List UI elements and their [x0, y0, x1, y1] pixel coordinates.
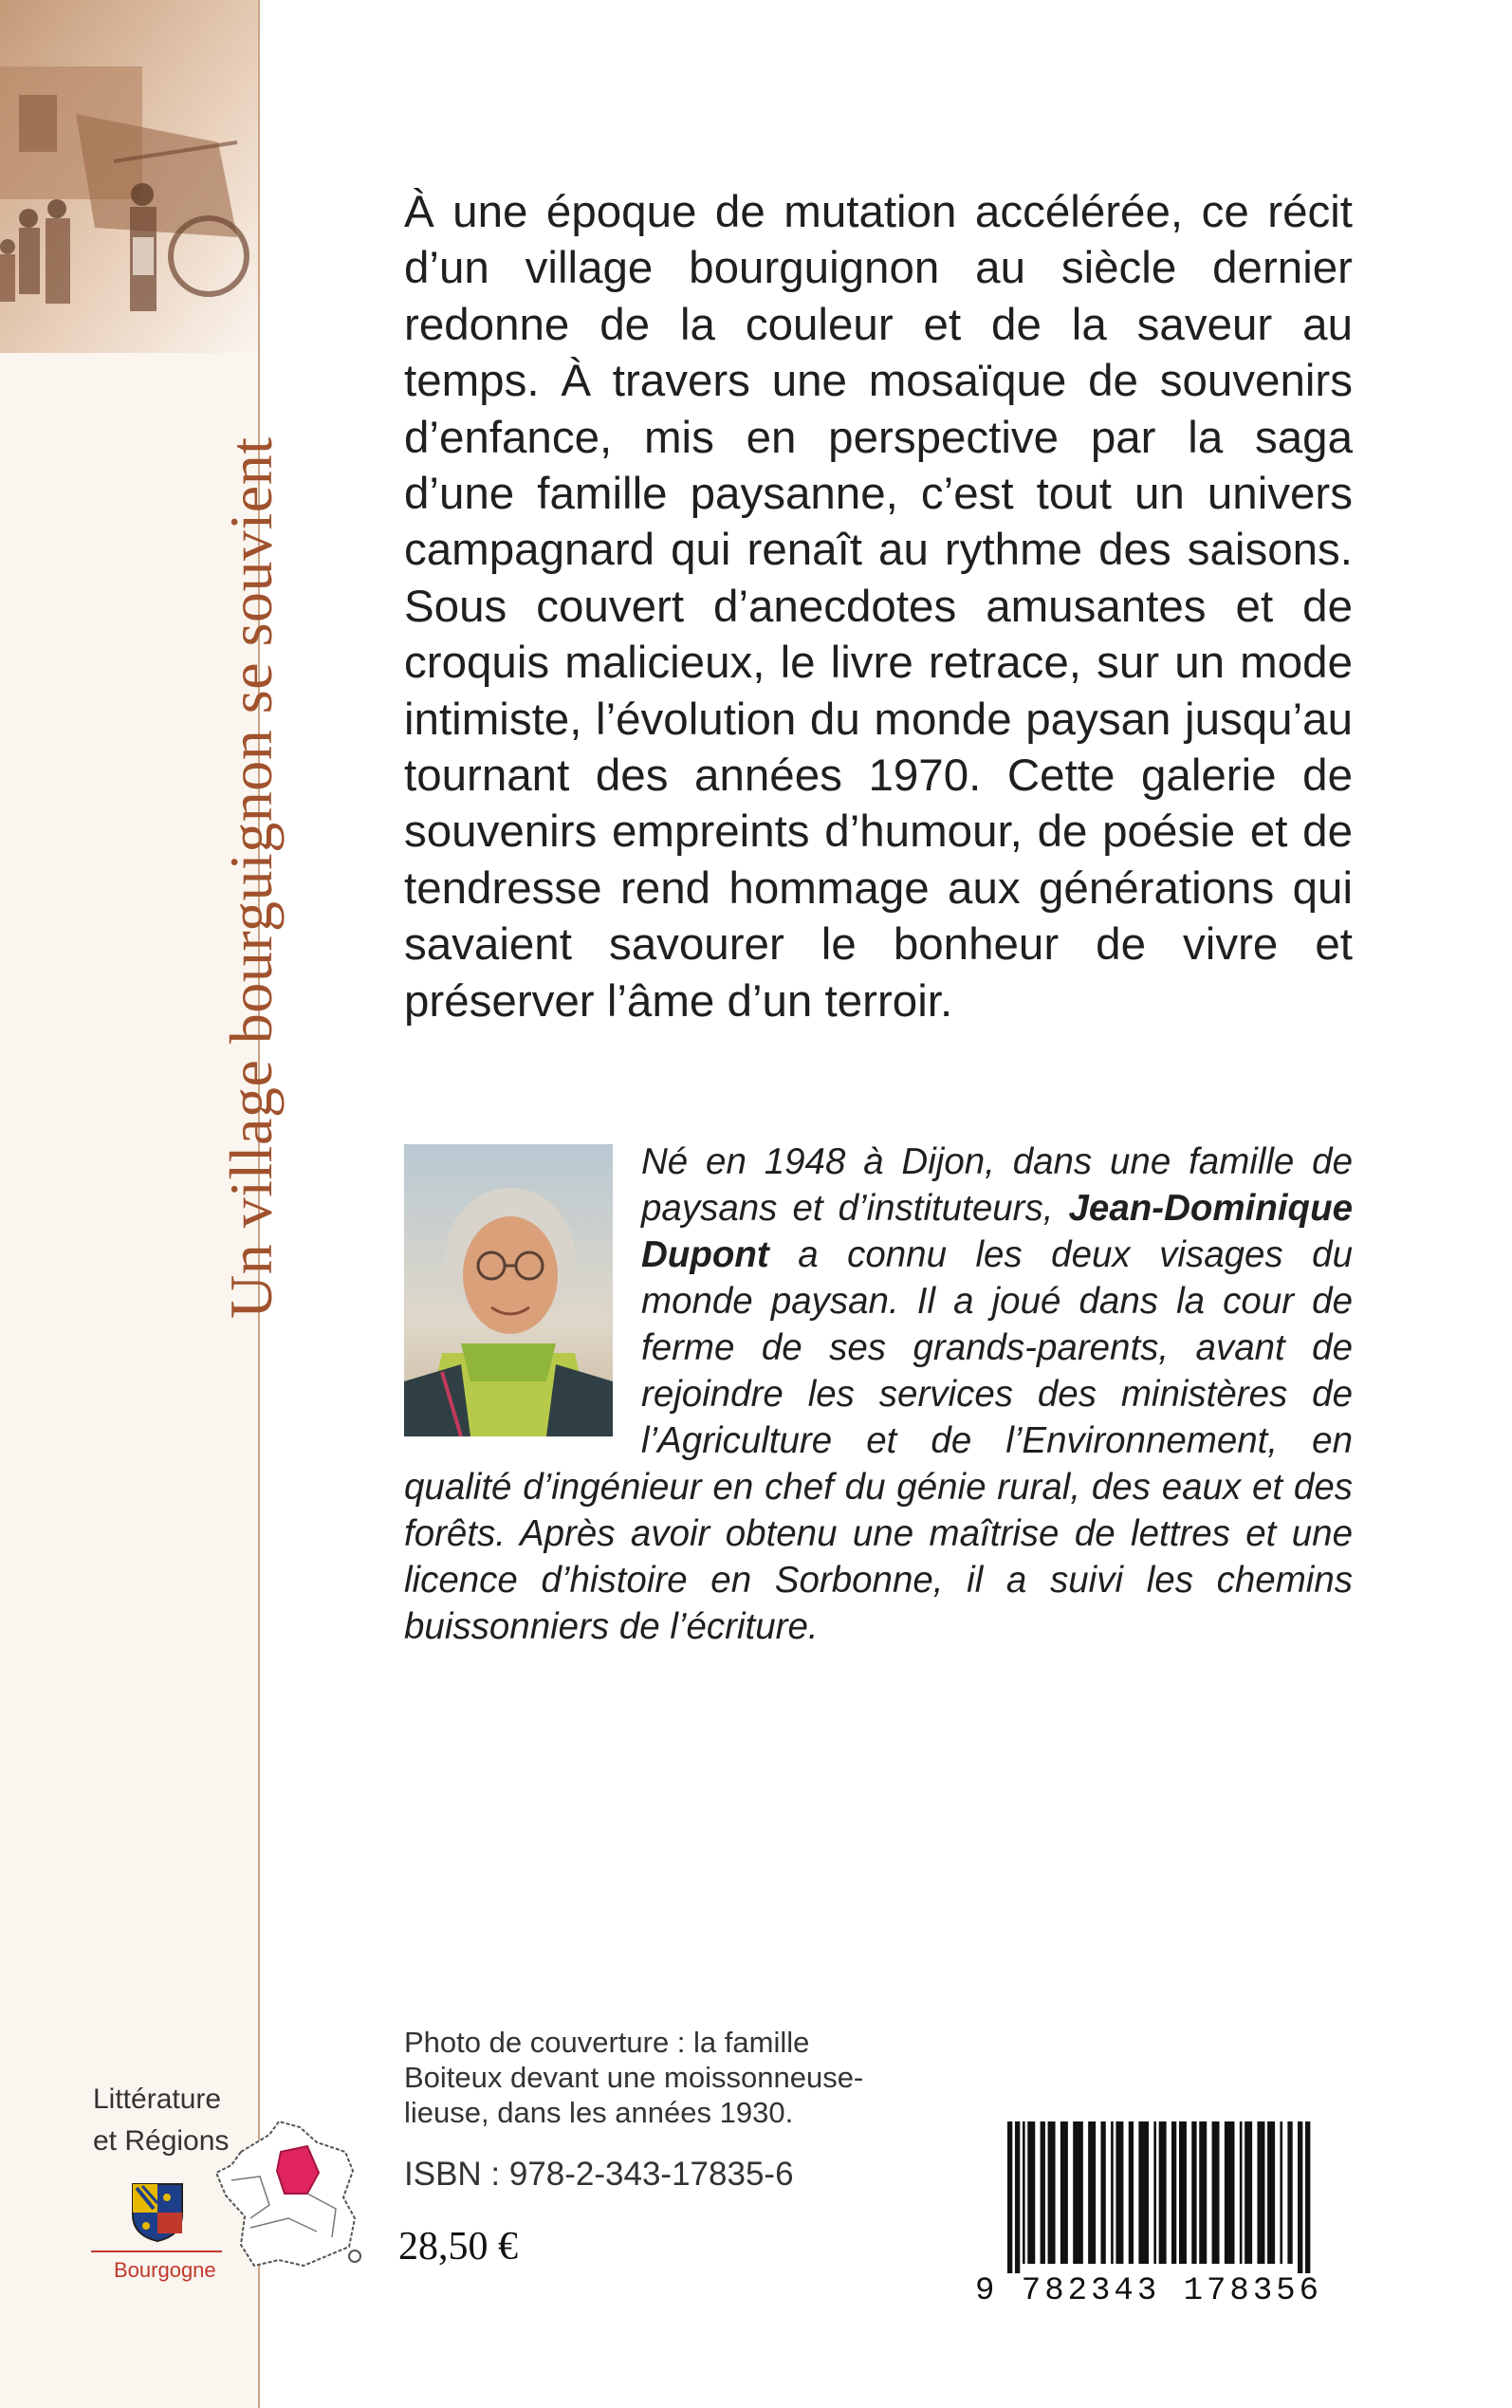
barcode-bar: [1153, 2121, 1156, 2264]
barcode-bar: [1159, 2121, 1167, 2264]
series-name-line1: Littérature: [93, 2084, 222, 2115]
barcode-bar: [1225, 2121, 1235, 2264]
author-name: Jean-Dominique Dupont: [641, 1188, 1353, 1275]
barcode-bar: [1212, 2121, 1220, 2264]
barcode-bar: [1060, 2121, 1068, 2264]
spine: [0, 0, 285, 2408]
barcode-bar: [1138, 2121, 1149, 2264]
barcode-bar: [1305, 2121, 1310, 2273]
barcode: [975, 2121, 1323, 2311]
barcode-bar: [1257, 2121, 1264, 2264]
barcode-bar: [1245, 2121, 1252, 2264]
barcode-bar: [1171, 2121, 1176, 2264]
barcode-bar: [1280, 2121, 1282, 2264]
barcode-bar: [1240, 2121, 1243, 2264]
price: 28,50 €: [398, 2225, 518, 2269]
isbn: ISBN : 978-2-343-17835-6: [404, 2156, 794, 2193]
sepia-harvest-photo-icon: [0, 0, 258, 353]
barcode-bar: [1100, 2121, 1105, 2264]
author-bio: [404, 1139, 1353, 1650]
author-photo-spacer: [404, 1139, 641, 1463]
barcode-bar: [1298, 2121, 1302, 2273]
series-name-line2: et Régions: [93, 2125, 230, 2157]
cover-blurb: À une époque de mutation accélérée, ce récit d’un village bourguignon au siècle dernier redonne de la couleur et de la saveur au temps. À travers une mosaïque de souvenirs d’enfance, mis en perspective par la saga d’une famille paysanne, c’est tout un univers campagnard qui renaît au rythme des saisons. Sous couvert d’anecdotes amusantes et de croquis malicieux, le livre retrace, sur un mode intimiste, l’évolution du monde paysan jusqu’au tournant des années 1970. Cette galerie de souvenirs empreints d’humour, de poésie et de tendresse rend hommage aux générations qui savaient savourer le bonheur de vivre et préserver l’âme d’un terroir.: [404, 187, 1353, 1027]
france-map-icon: [212, 2114, 364, 2277]
barcode-bar: [1048, 2121, 1056, 2264]
barcode-bar: [1007, 2121, 1012, 2273]
barcode-bar: [1041, 2121, 1045, 2264]
barcode-bar: [1023, 2121, 1025, 2264]
barcode-bar: [1088, 2121, 1096, 2264]
barcode-bar: [1191, 2121, 1196, 2264]
barcode-bar: [1199, 2121, 1207, 2264]
author-bio-intro: Né en 1948 à Dijon, dans une famille de paysans et d’instituteurs,: [641, 1141, 1353, 1229]
barcode-bar: [1129, 2121, 1134, 2264]
barcode-bar: [1116, 2121, 1123, 2264]
barcode-bar: [1111, 2121, 1114, 2264]
series-rule: [91, 2251, 222, 2252]
barcode-bar: [1015, 2121, 1020, 2273]
barcode-bar: [1267, 2121, 1275, 2264]
barcode-bar: [1027, 2121, 1035, 2264]
photo-credit: Photo de couverture : la famille Boiteux devant une moissonneuse-lieuse, dans les années 1930.: [404, 2026, 864, 2129]
series-region: Bourgogne: [114, 2258, 216, 2282]
barcode-bar: [1179, 2121, 1187, 2264]
barcode-bars: [1007, 2121, 1313, 2273]
barcode-bar: [1287, 2121, 1292, 2264]
author-bio-rest: a connu les deux visages du monde paysan. Il a joué dans la cour de ferme de ses grands-parents, avant de rejoindre les services des ministères de l’Agriculture et de l’Environnement, en qualité d’ingénieur en chef du génie rural, des eaux et des forêts. Après avoir obtenu une maîtrise de lettres et une licence d’histoire en Sorbonne, il a suivi les chemins buissonniers de l’écriture.: [404, 1234, 1353, 1647]
barcode-number: 9 782343 178356: [975, 2273, 1323, 2309]
bourgogne-crest-icon: [131, 2182, 184, 2243]
barcode-bar: [1073, 2121, 1083, 2264]
spine-title: Un village bourguignon se souvient: [217, 436, 285, 1319]
